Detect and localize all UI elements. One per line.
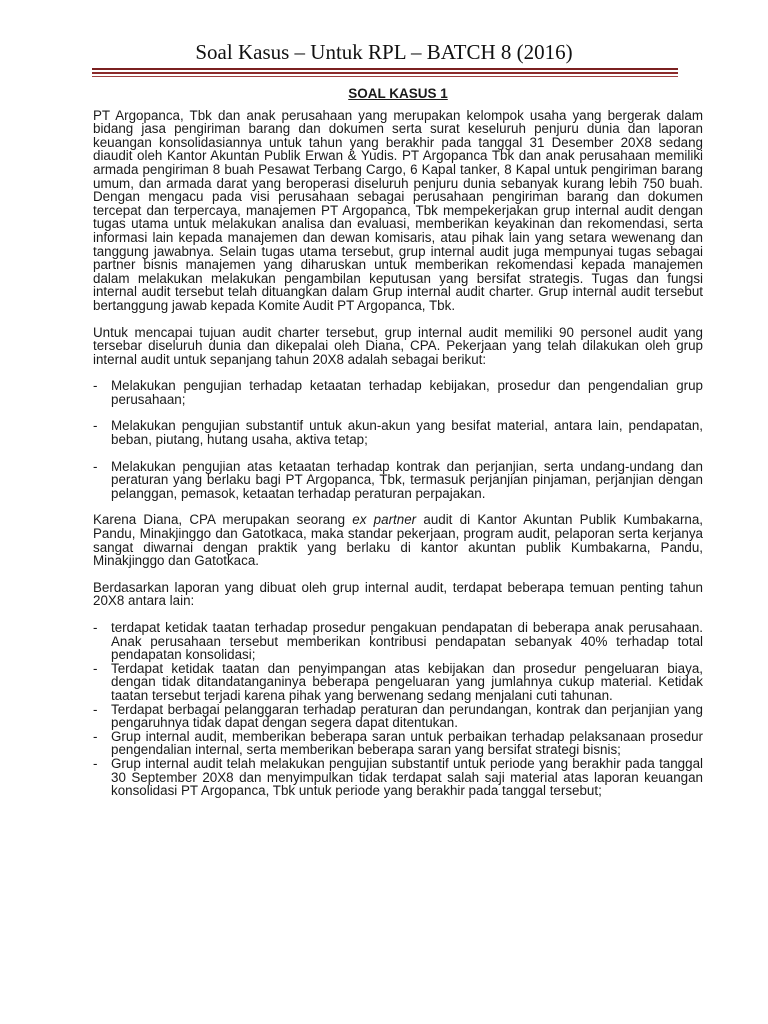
work-list <box>93 379 703 500</box>
paragraph-intro: PT Argopanca, Tbk dan anak perusahaan yang merupakan kelompok usaha yang bergerak dalam bidang jasa pengiriman barang dan dokumen serta surat keseluruh penjuru dunia dan laporan keuangan konsolidasiannya untuk tahun yang berakhir pada tanggal 31 Desember 20X8 sedang diaudit oleh Kantor Akuntan Publik Erwan & Yudis. PT Argopanca Tbk dan anak perusahaan memiliki armada pengiriman 8 buah Pesawat Terbang Cargo, 6 Kapal tanker, 8 Kapal untuk pengiriman barang umum, dan armada darat yang beroperasi diseluruh penjuru dunia sebanyak kurang lebih 750 buah. Dengan mengacu pada visi perusahaan sebagai perusahaan pengiriman barang dan dokumen tercepat dan terpercaya, manajemen PT Argopanca, Tbk mempekerjakan grup internal audit dengan tugas utama untuk melakukan analisa dan evaluasi, memberikan keyakinan dan rekomendasi, serta informasi lain kepada manajemen dan dewan komisaris, atau pihak lain yang setara wewenang dan tanggung jawabnya. Selain tugas utama tersebut, grup internal audit juga mempunyai tugas sebagai partner bisnis manajemen yang diharuskan untuk memberikan rekomendasi kepada manajemen dalam melakukan melakukan pengambilan keputusan yang bersifat strategis. Tugas dan fungsi internal audit tersebut telah dituangkan dalam Grup internal audit charter. Grup internal audit tersebut bertanggung jawab kepada Komite Audit PT Argopanca, Tbk. <box>93 107 703 313</box>
list-dash: - <box>93 378 98 394</box>
list-item-text: Terdapat berbagai pelanggaran terhadap peraturan dan perundangan, kontrak dan perjanjian yang pengaruhnya tidak dapat dengan segera dapat ditentukan. <box>111 701 703 731</box>
list-item-text: Melakukan pengujian atas ketaatan terhadap kontrak dan perjanjian, serta undang-undang dan peraturan yang berlaku bagi PT Argopanca, Tbk, termasuk perjanjian pinjaman, perjanjian dengan pelanggan, pemasok, ketaatan terhadap peraturan perpajakan. <box>111 458 703 501</box>
list-dash: - <box>93 418 98 434</box>
ex-partner-term: ex partner <box>352 512 417 528</box>
paragraph-audit-charter: Untuk mencapai tujuan audit charter tersebut, grup internal audit memiliki 90 personel audit yang tersebar diseluruh dunia dan dikepalai oleh Diana, CPA. Pekerjaan yang telah dilakukan oleh grup internal audit untuk sepanjang tahun 20X8 adalah sebagai berikut: <box>93 324 703 367</box>
list-item <box>93 621 703 662</box>
list-item-text: Grup internal audit telah melakukan pengujian substantif untuk periode yang berakhir pada tanggal 30 September 20X8 dan menyimpulkan tidak terdapat salah saji material atas laporan keuangan konsolidasi PT Argopanca, Tbk untuk periode yang berakhir pada tanggal tersebut; <box>111 755 703 799</box>
paragraph-diana <box>93 513 703 567</box>
list-dash: - <box>93 701 98 717</box>
list-item-text: Grup internal audit, memberikan beberapa saran untuk perbaikan terhadap pelaksanaan prosedur pengendalian internal, serta memberikan beberapa saran yang bersifat strategi bisnis; <box>111 728 703 758</box>
list-dash: - <box>93 458 98 474</box>
section-heading: SOAL KASUS 1 <box>348 86 448 101</box>
list-dash: - <box>93 620 98 635</box>
list-item <box>93 662 703 703</box>
list-dash: - <box>93 728 98 744</box>
paragraph-findings-intro: Berdasarkan laporan yang dibuat oleh grup internal audit, terdapat beberapa temuan penting tahun 20X8 antara lain: <box>93 579 703 609</box>
list-dash: - <box>93 755 98 771</box>
list-item-text: terdapat ketidak taatan terhadap prosedur pengakuan pendapatan di beberapa anak perusahaan. Anak perusahaan tersebut memberikan kontribusi pendapatan sebanyak 40% terhadap total pendapatan konsolidasi; <box>111 620 703 663</box>
paragraph-diana-text-2: audit di Kantor Akuntan Publik Kumbakarna, Pandu, Minakjinggo dan Gatotkaca, maka standar pekerjaan, program audit, pelaporan serta kerjanya sangat diwarnai dengan praktik yang berlaku di kantor akuntan publik Kumbakarna, Pandu, Minakjinggo dan Gatotkaca. <box>93 512 704 569</box>
list-item-text: Melakukan pengujian substantif untuk akun-akun yang besifat material, antara lain, pendapatan, beban, piutang, hutang usaha, aktiva tetap; <box>111 418 703 448</box>
document-body <box>93 84 703 798</box>
list-item <box>93 460 703 501</box>
header-rule-middle <box>92 72 678 74</box>
header-rule-bottom <box>92 76 678 77</box>
findings-list <box>93 621 703 798</box>
paragraph-diana-text-1: Karena Diana, CPA merupakan seorang <box>93 512 353 528</box>
list-item <box>93 757 703 798</box>
list-item-text: Melakukan pengujian terhadap ketaatan terhadap kebijakan, prosedur dan pengendalian grup perusahaan; <box>111 378 703 407</box>
list-item <box>93 730 703 757</box>
list-item-text: Terdapat ketidak taatan dan penyimpangan atas kebijakan dan prosedur pengeluaran biaya, dengan tidak ditandatanganinya beberapa pengeluaran yang jumlahnya cukup material. Ketidak taatan tersebut terjadi karena pihak yang berwenang sedang menjalani cuti tahunan. <box>111 660 703 703</box>
list-item <box>93 703 703 730</box>
header-rule-top <box>92 68 678 70</box>
list-item <box>93 419 703 446</box>
list-item <box>93 379 703 406</box>
list-dash: - <box>93 660 98 676</box>
page-header-title: Soal Kasus – Untuk RPL – BATCH 8 (2016) <box>195 40 573 64</box>
